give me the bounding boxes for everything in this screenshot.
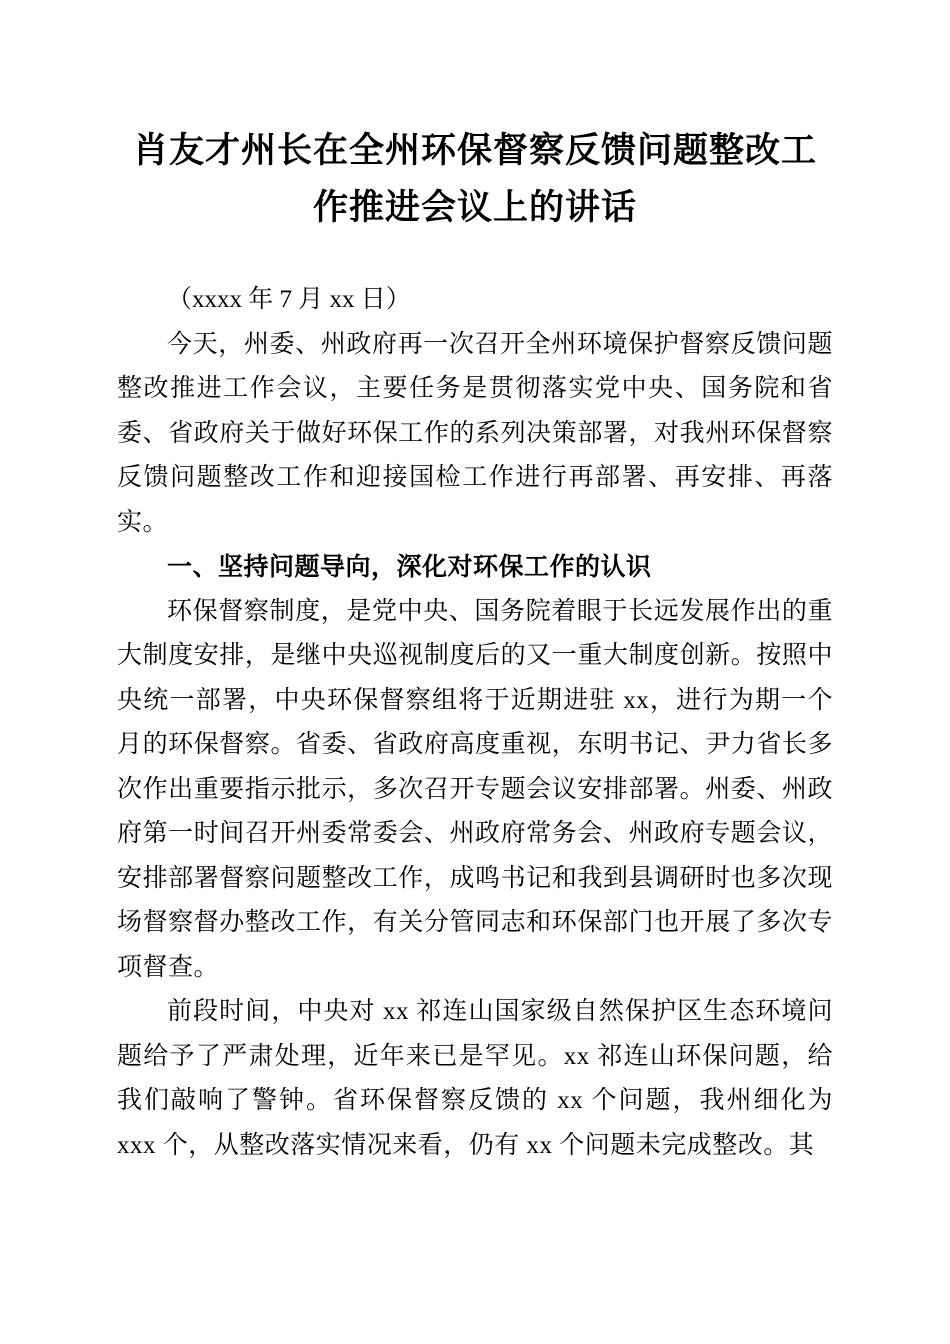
document-title: 肖友才州长在全州环保督察反馈问题整改工作推进会议上的讲话 — [132, 131, 817, 227]
section-heading-1: 一、坚持问题导向，深化对环保工作的认识 — [167, 553, 652, 581]
date-line: （xxxx 年 7 月 xx 日） — [167, 286, 411, 313]
paragraph-intro: 今天，州委、州政府再一次召开全州环境保护督察反馈问题整改推进工作会议，主要任务是贯彻落实党中央、国务院和省委、省政府关于做好环保工作的系列决策部署，对我州环保督察反馈问题整改工作和迎接国检工作进行再部署、再安排、再落实。 — [117, 330, 833, 536]
paragraph-section-1-body-continued: 前段时间，中央对 xx 祁连山国家级自然保护区生态环境问题给予了严肃处理，近年来已是罕见。xx 祁连山环保问题，给我们敲响了警钟。省环保督察反馈的 xx 个问题，我州细化为 xxx 个，从整改落实情况来看，仍有 xx 个问题未完成整改。其 — [117, 998, 833, 1159]
paragraph-section-1-body: 环保督察制度，是党中央、国务院着眼于长远发展作出的重大制度安排，是继中央巡视制度后的又一重大制度创新。按照中央统一部署，中央环保督察组将于近期进驻 xx，进行为期一个月的环保督察。省委、省政府高度重视，东明书记、尹力省长多次作出重要指示批示，多次召开专题会议安排部署。州委、州政府第一时间召开州委常委会、州政府常务会、州政府专题会议，安排部署督察问题整改工作，成鸣书记和我到县调研时也多次现场督察督办整改工作，有关分管同志和环保部门也开展了多次专项督查。 — [117, 597, 833, 981]
